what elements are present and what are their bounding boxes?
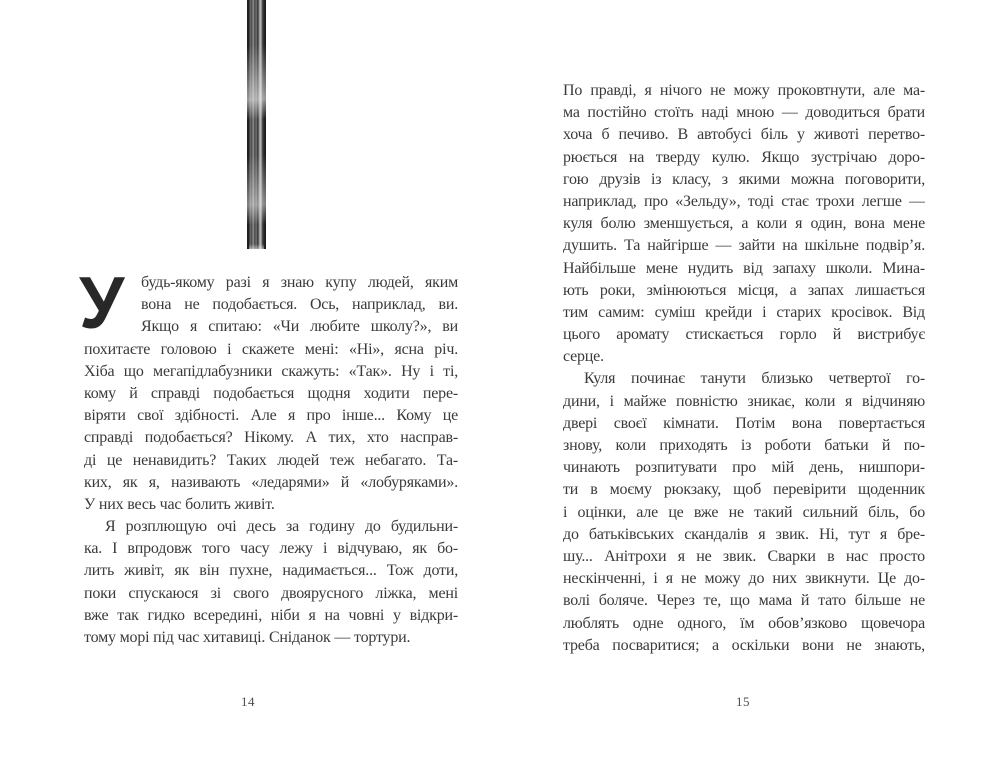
text-line: поки спускаюся зі свого двоярусного ліжка, мені [84, 584, 458, 602]
text-line: серце. [563, 348, 604, 366]
text-line: нескінченні, і я не можу до них звикнути. Це до- [563, 570, 925, 588]
text-line: треба посваритися; а оскільки вони не знають, [563, 636, 925, 654]
right-page-text-column [563, 80, 925, 657]
text-line: ма постійно стоїть наді мною — доводиться брати [563, 104, 925, 122]
text-line: кому й справді подобається щодня ходити пере- [84, 384, 458, 402]
text-line: знову, коли приходять із роботи батьки й по- [563, 437, 925, 454]
text-line: ких, як я, називають «ледарями» й «лобуряками». [84, 473, 458, 491]
paragraph [84, 516, 458, 649]
paragraph [79, 263, 458, 516]
text-line: Найбільше мене нудить від запаху школи. Мина- [563, 259, 925, 277]
text-line: шу... Анітрохи я не звик. Сварки в нас просто [563, 547, 925, 565]
text-line: тим самим: суміш крейди і старих кросівок. Від [563, 303, 925, 321]
text-line: гою друзів із класу, з якими можна поговорити, [563, 170, 925, 188]
text-line: до батьківських скандалів я звик. Ні, тут я бре- [563, 525, 925, 543]
paragraph [563, 80, 925, 368]
text-line: лить живіт, як він пухне, надимається... Тож доти, [84, 562, 458, 580]
text-line: волі боляче. Через те, що мама й тато більше не [563, 592, 925, 610]
text-line: вона не подобається. Ось, наприклад, ви. [141, 296, 458, 314]
text-line: куля болю зменшується, а коли я один, вона мене [563, 215, 925, 233]
text-line: будь-якому разі я знаю купу людей, яким [141, 274, 458, 291]
text-line: двері своєї кімнати. Потім вона повертається [563, 414, 925, 432]
text-line: Я розплющую очі десь за годину до будильни- [105, 518, 458, 536]
left-page-text-column [79, 263, 458, 649]
text-line: ді це ненавидить? Таких людей теж небагато. Та- [84, 451, 458, 469]
text-line: цього аромату стискається горло й вистрибує [563, 326, 925, 344]
text-line: У них весь час болить живіт. [84, 495, 275, 513]
text-line: люблять одне одного, їм обов’язково щовечора [563, 614, 925, 632]
text-line: ти в моєму рюкзаку, щоб перевірити щоденник [563, 481, 925, 499]
text-line: чинають розпитувати про мій день, нишпори- [563, 459, 925, 477]
text-line: душить. Та найгірше — зайти на шкільне подвір’я. [563, 237, 925, 255]
text-line: хоча б печиво. В автобусі біль у животі перетво- [563, 126, 925, 144]
text-line: і оцінки, але це вже не такий сильний біль, бо [563, 503, 925, 521]
text-line: рюється на тверду кулю. Якщо зустрічаю доро- [563, 148, 925, 166]
text-line: похитаєте головою і скажете мені: «Ні», ясна річ. [84, 340, 458, 358]
text-line: наприклад, про «Зельду», тоді стає трохи легше — [563, 192, 925, 210]
left-page-number: 14 [241, 694, 255, 709]
text-line: дини, і майже повністю зникає, коли я відчиняю [563, 392, 925, 410]
text-line: тому морі під час хитавиці. Сніданок — тортури. [84, 629, 411, 646]
text-line: По правді, я нічого не можу проковтнути, але ма- [563, 82, 925, 99]
right-page-number: 15 [736, 694, 750, 709]
text-line: вже так гидко всередині, ніби я на човні у відкри- [84, 606, 458, 624]
text-line: ють роки, змінюються місця, а запах лишається [563, 281, 925, 299]
text-line: Куля починає танути близько четвертої го- [584, 370, 925, 388]
text-line: Якщо я спитаю: «Чи любите школу?», ви [141, 318, 458, 336]
drop-cap-letter: У [79, 263, 125, 344]
text-line: Хіба що мегапідлабузники скажуть: «Так». Ну і ті, [84, 362, 458, 380]
paragraph [563, 368, 925, 656]
text-line: ка. І впродовж того часу лежу і відчуваю, як бо- [84, 540, 458, 558]
text-line: справді подобається? Нікому. А тих, хто насправ- [84, 429, 458, 447]
vertical-brushstroke-ornament [247, 0, 266, 249]
text-line: віряти свої здібності. Але я про інше... Кому це [84, 407, 458, 425]
